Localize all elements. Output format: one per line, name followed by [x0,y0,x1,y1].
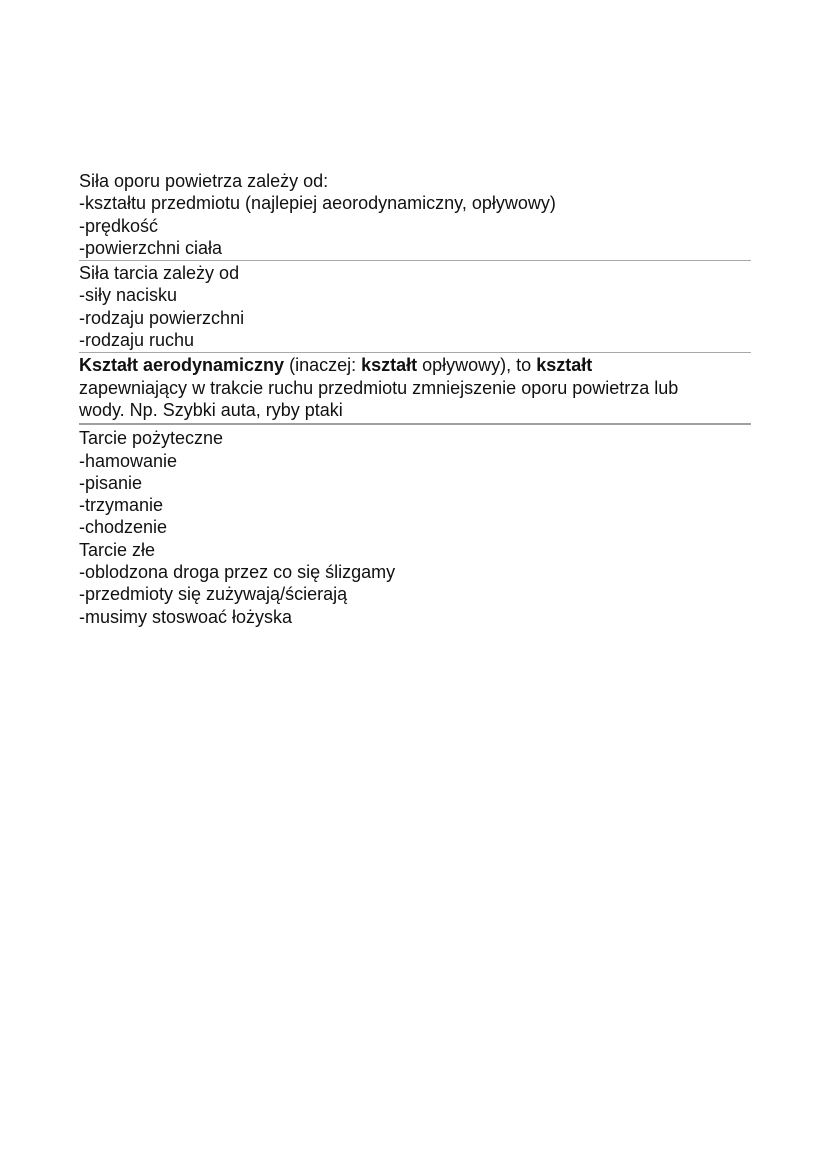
friction-section [79,262,751,351]
list-item: -rodzaju ruchu [79,330,195,351]
air-resistance-heading: Siła oporu powietrza zależy od: [79,171,329,191]
useful-friction-heading: Tarcie pożyteczne [79,428,224,449]
divider [79,260,751,261]
bold-term: kształt [536,355,593,376]
list-item: -siły nacisku [79,285,178,306]
aerodynamic-shape-section [79,354,751,421]
list-item: -rodzaju powierzchni [79,307,245,328]
bold-term: kształt [361,355,418,376]
list-item: -pisanie [79,472,143,493]
aerodynamic-definition-line [79,354,751,376]
aerodynamic-definition-line: wody. Np. Szybki auta, ryby ptaki [79,399,343,420]
list-item: -chodzenie [79,517,168,538]
friction-types-section [79,427,751,628]
air-resistance-section [79,170,751,259]
list-item: -powierzchni ciała [79,237,223,258]
list-item: -musimy stoswoać łożyska [79,606,293,627]
list-item: -trzymanie [79,495,164,516]
list-item: -hamowanie [79,450,178,471]
divider [79,352,751,353]
friction-heading: Siła tarcia zależy od [79,263,240,284]
list-item: -prędkość [79,215,159,236]
list-item: -przedmioty się zużywają/ścierają [79,584,348,605]
plain-text: opływowy), to [417,355,537,376]
list-item: -kształtu przedmiotu (najlepiej aeorodynamiczny, opływowy) [79,193,556,214]
divider [79,423,751,425]
document-content [79,170,751,628]
aerodynamic-definition-line: zapewniający w trakcie ruchu przedmiotu zmniejszenie oporu powietrza lub [79,377,679,398]
list-item: -oblodzona droga przez co się ślizgamy [79,562,396,583]
bad-friction-heading: Tarcie złe [79,539,156,560]
bold-term: Kształt aerodynamiczny [79,355,285,376]
plain-text: (inaczej: [284,355,362,376]
